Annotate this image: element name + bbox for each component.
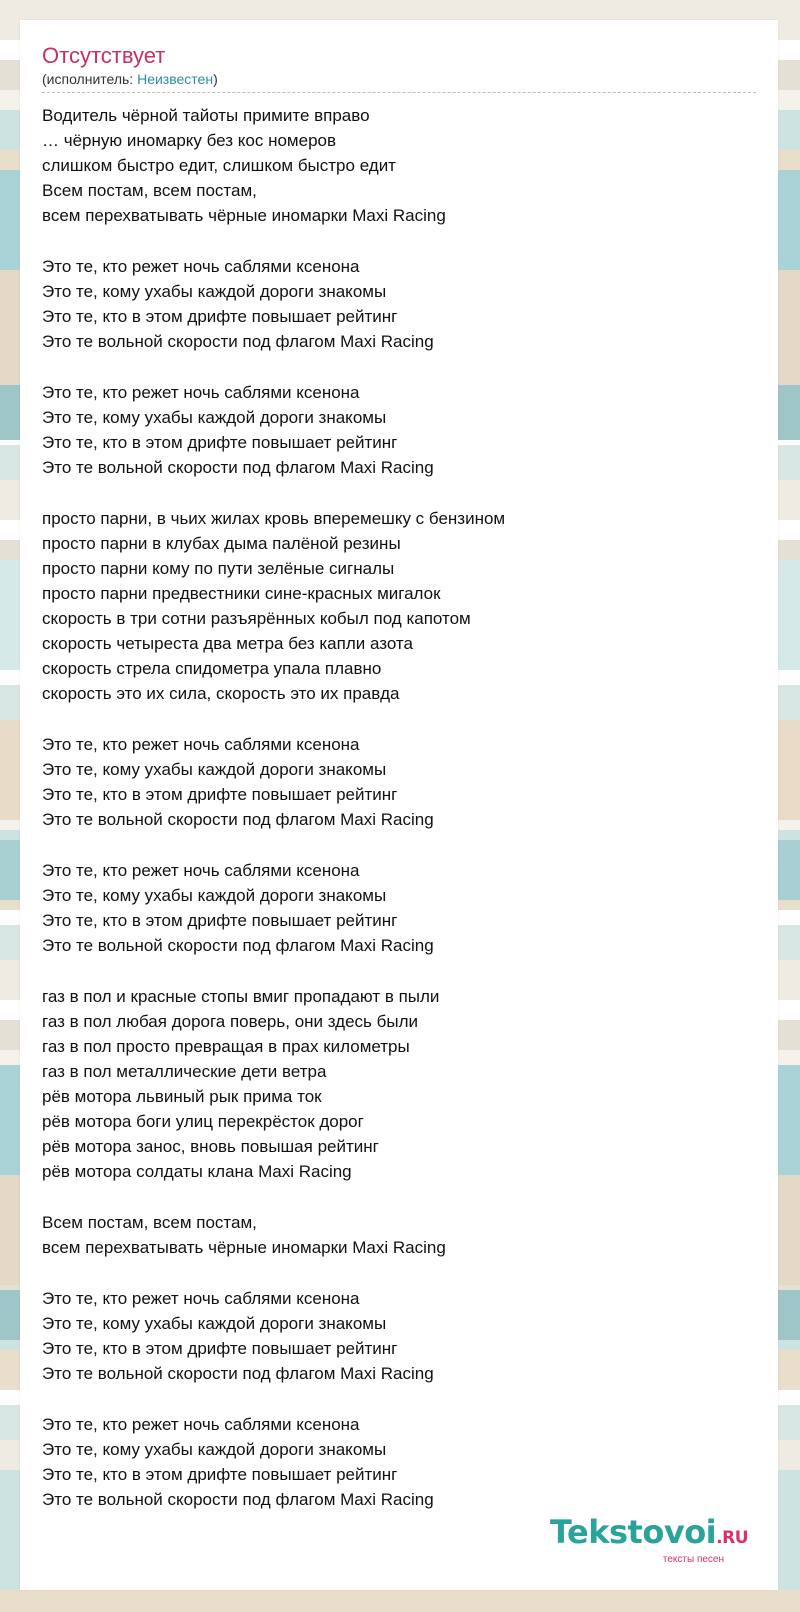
- lyric-line: Это те, кто в этом дрифте повышает рейтинг: [42, 785, 398, 804]
- lyric-line: Это те, кто в этом дрифте повышает рейтинг: [42, 307, 398, 326]
- logo-main-text: Tekstovoi: [549, 1513, 717, 1551]
- lyric-line: Это те, кому ухабы каждой дороги знакомы: [42, 1314, 387, 1333]
- song-title: Отсутствует: [42, 43, 166, 68]
- lyrics-stanza: [42, 254, 756, 354]
- logo-tld: .RU: [716, 1528, 748, 1548]
- lyric-line: скорость стрела спидометра упала плавно: [42, 659, 382, 678]
- lyrics-stanza: [42, 984, 756, 1184]
- lyric-line: рёв мотора занос, вновь повышая рейтинг: [42, 1137, 379, 1156]
- artist-prefix: (исполнитель:: [42, 71, 138, 87]
- lyric-line: просто парни кому по пути зелёные сигналы: [42, 559, 395, 578]
- lyric-line: Это те, кто в этом дрифте повышает рейтинг: [42, 433, 398, 452]
- artist-line: [42, 70, 756, 93]
- lyric-line: газ в пол любая дорога поверь, они здесь были: [42, 1012, 419, 1031]
- lyric-line: Это те, кто режет ночь саблями ксенона: [42, 1415, 360, 1434]
- lyric-line: Это те, кому ухабы каждой дороги знакомы: [42, 282, 387, 301]
- lyrics-stanza: [42, 1286, 756, 1386]
- lyric-line: Всем постам, всем постам,: [42, 181, 257, 200]
- lyrics-stanza: [42, 732, 756, 832]
- lyric-line: Это те, кто в этом дрифте повышает рейтинг: [42, 1465, 398, 1484]
- lyric-line: просто парни в клубах дыма палёной резины: [42, 534, 401, 553]
- lyric-line: … чёрную иномарку без кос номеров: [42, 131, 337, 150]
- artist-link[interactable]: Неизвестен: [137, 71, 214, 87]
- lyric-line: Это те, кто режет ночь саблями ксенона: [42, 257, 360, 276]
- lyrics-stanza: [42, 506, 756, 706]
- lyric-line: всем перехватывать чёрные иномарки Maxi Racing: [42, 206, 446, 225]
- lyric-line: Это те вольной скорости под флагом Maxi Racing: [42, 332, 434, 351]
- lyric-line: Это те вольной скорости под флагом Maxi Racing: [42, 936, 434, 955]
- logo-wordmark: [549, 1513, 748, 1554]
- lyric-line: Это те, кто режет ночь саблями ксенона: [42, 383, 360, 402]
- logo-subtitle: тексты песен: [662, 1554, 724, 1565]
- lyric-line: Это те, кто режет ночь саблями ксенона: [42, 861, 360, 880]
- lyric-line: Это те, кто в этом дрифте повышает рейтинг: [42, 911, 398, 930]
- lyric-line: рёв мотора солдаты клана Maxi Racing: [42, 1162, 352, 1181]
- lyric-line: Это те, кто в этом дрифте повышает рейтинг: [42, 1339, 398, 1358]
- lyric-line: рёв мотора львиный рык прима ток: [42, 1087, 322, 1106]
- lyric-line: Это те, кому ухабы каждой дороги знакомы: [42, 408, 387, 427]
- lyrics-card: [20, 20, 778, 1590]
- lyric-line: Водитель чёрной тайоты примите вправо: [42, 106, 370, 125]
- lyric-line: всем перехватывать чёрные иномарки Maxi Racing: [42, 1238, 446, 1257]
- lyric-line: Это те вольной скорости под флагом Maxi Racing: [42, 1490, 434, 1509]
- lyric-line: скорость в три сотни разъярённых кобыл под капотом: [42, 609, 471, 628]
- lyric-line: Это те вольной скорости под флагом Maxi Racing: [42, 458, 434, 477]
- lyrics-stanza: [42, 1412, 756, 1512]
- lyric-line: слишком быстро едит, слишком быстро едит: [42, 156, 396, 175]
- lyrics-stanza: [42, 1210, 756, 1260]
- lyrics-stanza: [42, 103, 756, 228]
- lyric-line: Это те, кому ухабы каждой дороги знакомы: [42, 886, 387, 905]
- lyric-line: просто парни, в чьих жилах кровь вперемешку с бензином: [42, 509, 506, 528]
- lyrics-stanza: [42, 380, 756, 480]
- lyric-line: Это те, кто режет ночь саблями ксенона: [42, 735, 360, 754]
- lyric-line: газ в пол просто превращая в прах километры: [42, 1037, 410, 1056]
- lyric-line: газ в пол металлические дети ветра: [42, 1062, 327, 1081]
- lyric-line: Это те вольной скорости под флагом Maxi Racing: [42, 810, 434, 829]
- lyric-line: скорость это их сила, скорость это их правда: [42, 684, 400, 703]
- lyric-line: газ в пол и красные стопы вмиг пропадают в пыли: [42, 987, 440, 1006]
- artist-suffix: ): [213, 71, 218, 87]
- lyric-line: рёв мотора боги улиц перекрёсток дорог: [42, 1112, 364, 1131]
- lyric-line: Это те, кому ухабы каждой дороги знакомы: [42, 760, 387, 779]
- lyrics-text: [42, 103, 756, 1512]
- lyric-line: Всем постам, всем постам,: [42, 1213, 257, 1232]
- lyric-line: просто парни предвестники сине-красных мигалок: [42, 584, 441, 603]
- lyric-line: Это те вольной скорости под флагом Maxi Racing: [42, 1364, 434, 1383]
- lyric-line: Это те, кто режет ночь саблями ксенона: [42, 1289, 360, 1308]
- site-logo[interactable]: [549, 1513, 748, 1566]
- lyric-line: Это те, кому ухабы каждой дороги знакомы: [42, 1440, 387, 1459]
- lyrics-stanza: [42, 858, 756, 958]
- lyric-line: скорость четыреста два метра без капли азота: [42, 634, 413, 653]
